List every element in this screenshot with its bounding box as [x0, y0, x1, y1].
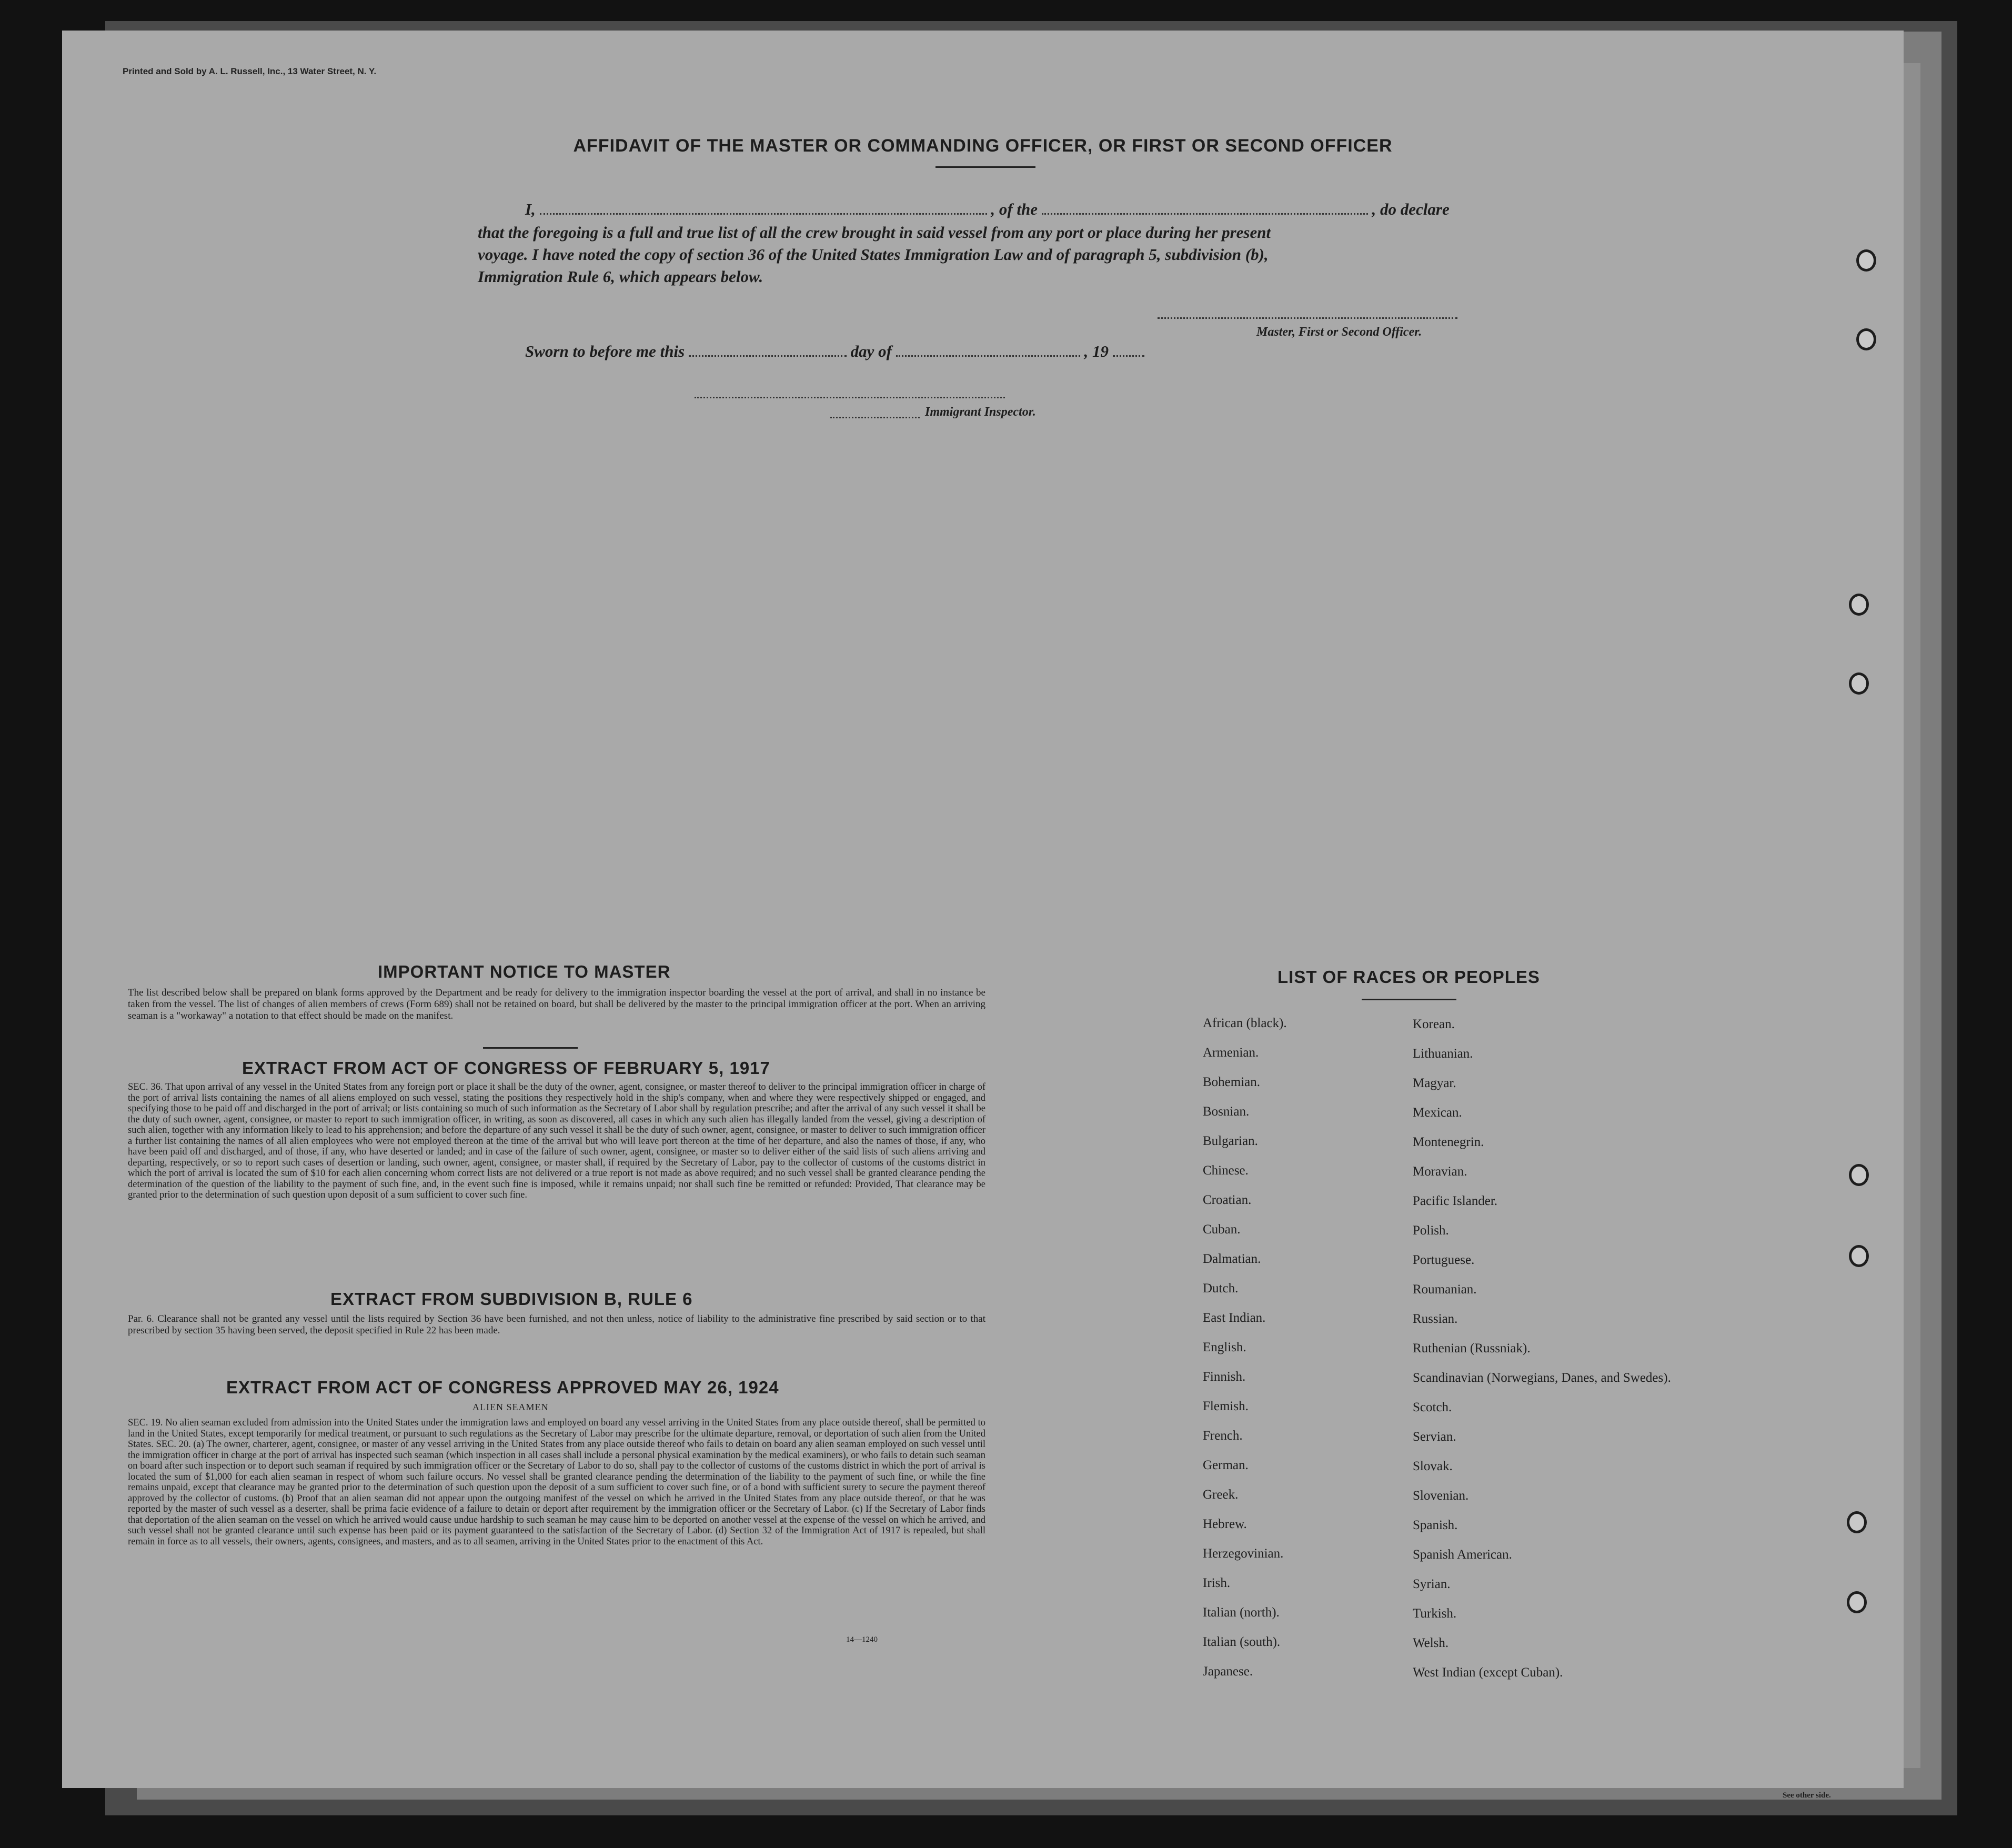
race-item: Russian.	[1413, 1312, 1458, 1326]
race-item: Syrian.	[1413, 1577, 1451, 1591]
race-item: Spanish.	[1413, 1518, 1458, 1532]
race-item: Croatian.	[1203, 1193, 1252, 1207]
title-rule	[935, 166, 1035, 168]
race-item: Roumanian.	[1413, 1282, 1477, 1297]
race-item: Slovak.	[1413, 1459, 1453, 1473]
race-item: Chinese.	[1203, 1163, 1249, 1178]
vessel-blank	[1042, 204, 1368, 215]
race-item: Ruthenian (Russniak).	[1413, 1341, 1531, 1355]
binder-hole	[1847, 1591, 1867, 1613]
inspector-dots	[830, 417, 920, 418]
race-item: Mexican.	[1413, 1106, 1462, 1120]
race-item: Pacific Islander.	[1413, 1194, 1498, 1208]
printer-line: Printed and Sold by A. L. Russell, Inc., 13 Water Street, N. Y.	[123, 66, 377, 76]
extract-rule6-title: EXTRACT FROM SUBDIVISION B, RULE 6	[330, 1289, 693, 1309]
binder-hole	[1849, 672, 1869, 695]
binder-hole	[1849, 1245, 1869, 1267]
race-item: Cuban.	[1203, 1222, 1241, 1237]
extract-1917-title: EXTRACT FROM ACT OF CONGRESS OF FEBRUARY 5, 1917	[242, 1058, 770, 1078]
race-item: Turkish.	[1413, 1606, 1457, 1621]
extract-1917-body: SEC. 36. That upon arrival of any vessel in the United States from any foreign port or place it shall be the duty of the owner, agent, consignee, or master thereof to deliver to the principal immigration officer in charge of the port of arrival lists containing the names of all aliens employed on such vessel, stating the positions they respectively hold in the ship's company, when and where they were respectively shipped or engaged, and specifying those to be paid off and discharged in the port of arrival; or lists containing so much of such information as the Secretary of Labor shall by regulation prescribe; and after the arrival of any such vessel it shall be the duty of such owner, agent, consignee, or master to report to such immigration officer, in writing, as soon as discovered, all cases in which any such alien has illegally landed from the vessel, giving a description of such alien, together with any information likely to lead to his apprehension; and before the departure of any such vessel it shall be the duty of such owner, agent, consignee, or master to deliver to such immigration officer a further list containing the names of all alien employees who were not employed thereon at the time of the arrival but who will leave port thereon at the time of her departure, and also the names of those, if any, who have been paid off and discharged, and of those, if any, who have deserted or landed; and in case of the failure of such owner, agent, consignee, or master so to deliver either of the said lists of such aliens arriving and departing, respectively, or so to report such cases of desertion or landing, such owner, agent, consignee, or master shall, if required by the Secretary of Labor, pay to the collector of customs of the customs district in which the port of arrival is located the sum of $10 for each alien concerning whom correct lists are not delivered or a true report is not made as above required; and no such vessel shall be granted clearance pending the determination of the question of the liability to the payment of such fine, and, in the event such fine is imposed, while it remains unpaid; nor shall such fine be remitted or refunded: Provided, That clearance may be granted prior to the determination of such question upon deposit of a sum sufficient to cover such fine.	[128, 1082, 985, 1200]
binder-hole	[1849, 1164, 1869, 1186]
race-item: German.	[1203, 1458, 1249, 1472]
alien-seamen-subtitle: ALIEN SEAMEN	[472, 1402, 549, 1412]
signature-blank	[1158, 317, 1457, 319]
inspector-label: Immigrant Inspector.	[925, 405, 1036, 419]
sworn-line	[525, 342, 1288, 361]
extract-1924-body: SEC. 19. No alien seaman excluded from admission into the United States under the immigration laws and employed on board any vessel arriving in the United States from any place outside thereof, shall be permitted to land in the United States, except temporarily for medical treatment, or pursuant to such regulations as the Secretary of Labor may prescribe for the ultimate departure, removal, or deportation of such alien from the United States. SEC. 20. (a) The owner, charterer, agent, consignee, or master of any vessel arriving in the United States from any place outside thereof who fails to detain on board any alien seaman employed on such vessel until the immigration officer in charge at the port of arrival has inspected such seaman (which inspection in all cases shall include a personal physical examination by the medical examiners), or who fails to detain such seaman on board after such inspection or to deport such seaman if required by such immigration officer or the Secretary of Labor to do so, shall pay to the collector of customs of the customs district in which the port of arrival is located the sum of $1,000 for each alien seaman in respect of whom such failure occurs. No vessel shall be granted clearance pending the determination of the liability to the payment of such fine, or while the fine remains unpaid, except that clearance may be granted prior to the determination of such question upon the deposit of a sum sufficient to cover such fine, or of a bond with sufficient surety to secure the payment thereof approved by the collector of customs. (b) Proof that an alien seaman did not appear upon the outgoing manifest of the vessel on which he arrived in the United States from any place outside thereof, or that he was reported by the master of such vessel as a deserter, shall be prima facie evidence of a failure to detain or deport after requirement by the immigration officer or the Secretary of Labor. (c) If the Secretary of Labor finds that deportation of the alien seaman on the vessel on which he arrived would cause undue hardship to such seaman he may cause him to be deported on another vessel at the expense of the vessel on which he arrived, and such vessel shall not be granted clearance until such expense has been paid or its payment guaranteed to the satisfaction of the Secretary of Labor. (d) Section 32 of the Immigration Act of 1917 is repealed, but shall remain in force as to all vessels, their owners, agents, consignees, and masters, and as to all seamen, arriving in the United States prior to the enactment of this Act.	[128, 1418, 985, 1547]
declaration-of-the: , of the	[991, 200, 1038, 218]
binder-hole	[1847, 1511, 1867, 1533]
race-item: Scotch.	[1413, 1400, 1452, 1414]
race-item: Greek.	[1203, 1488, 1239, 1502]
declaration-line-1	[525, 200, 1556, 219]
notice-title: IMPORTANT NOTICE TO MASTER	[378, 962, 671, 981]
race-item: Polish.	[1413, 1223, 1449, 1238]
race-item: Korean.	[1413, 1017, 1455, 1031]
year-blank	[1113, 346, 1144, 357]
race-item: Montenegrin.	[1413, 1135, 1484, 1149]
declaration-line-3: voyage. I have noted the copy of section 36 of the United States Immigration Law and of paragraph 5, subdivision (b),	[478, 245, 1269, 264]
extract-1924-title: EXTRACT FROM ACT OF CONGRESS APPROVED MAY 26, 1924	[226, 1378, 779, 1397]
race-item: French.	[1203, 1429, 1243, 1443]
race-item: Servian.	[1413, 1430, 1456, 1444]
race-item: Flemish.	[1203, 1399, 1249, 1413]
races-title: LIST OF RACES OR PEOPLES	[1277, 967, 1540, 987]
race-item: Japanese.	[1203, 1664, 1253, 1679]
notice-body: The list described below shall be prepared on blank forms approved by the Department and be ready for delivery to the immigration inspector boarding the vessel at the port of arrival, and shall in no instance be taken from the vessel. The list of changes of alien members of crews (Form 689) shall not be retained on board, but shall be delivered by the master to the principal immigration officer at the port. When an arriving seaman is a "workaway" a notation to that effect should be made on the manifest.	[128, 987, 985, 1021]
race-item: Armenian.	[1203, 1046, 1259, 1060]
race-item: West Indian (except Cuban).	[1413, 1665, 1563, 1680]
sworn-text: Sworn to before me this	[525, 342, 685, 360]
inspector-signature-blank	[695, 397, 1005, 398]
binder-hole	[1856, 249, 1876, 272]
month-blank	[896, 346, 1080, 357]
race-item: Finnish.	[1203, 1370, 1246, 1384]
race-item: Portuguese.	[1413, 1253, 1475, 1267]
race-item: Dutch.	[1203, 1281, 1239, 1295]
declaration-do-declare: , do declare	[1372, 200, 1450, 218]
race-item: Italian (south).	[1203, 1635, 1281, 1649]
race-item: Irish.	[1203, 1576, 1231, 1590]
races-left-column	[1203, 1016, 1287, 1693]
extract-rule6-body: Par. 6. Clearance shall not be granted any vessel until the lists required by Section 36 have been furnished, and not then unless, notice of liability to the administrative fine prescribed by said section or to that prescribed by section 35 having been served, the deposit specified in Rule 22 has been made.	[128, 1313, 985, 1336]
race-item: Spanish American.	[1413, 1548, 1512, 1562]
day-blank	[689, 346, 847, 357]
races-rule	[1362, 999, 1456, 1000]
declaration-i: I,	[525, 200, 536, 218]
race-item: Hebrew.	[1203, 1517, 1247, 1531]
race-item: Magyar.	[1413, 1076, 1456, 1090]
affidavit-title: AFFIDAVIT OF THE MASTER OR COMMANDING OFFICER, OR FIRST OR SECOND OFFICER	[573, 136, 1393, 156]
race-item: Slovenian.	[1413, 1489, 1469, 1503]
signature-label: Master, First or Second Officer.	[1256, 325, 1422, 339]
race-item: Italian (north).	[1203, 1605, 1280, 1620]
sworn-year: , 19	[1084, 342, 1109, 360]
race-item: Welsh.	[1413, 1636, 1449, 1650]
declaration-line-4: Immigration Rule 6, which appears below.	[478, 267, 763, 286]
races-right-column	[1413, 1017, 1671, 1694]
race-item: Dalmatian.	[1203, 1252, 1261, 1266]
declaration-line-2: that the foregoing is a full and true list of all the crew brought in said vessel from any port or place during her present	[478, 223, 1271, 242]
name-blank	[540, 204, 987, 215]
race-item: Bohemian.	[1203, 1075, 1261, 1089]
binder-hole	[1856, 328, 1876, 350]
footer-note: See other side.	[1783, 1791, 1831, 1800]
race-item: Bulgarian.	[1203, 1134, 1258, 1148]
race-item: English.	[1203, 1340, 1246, 1354]
race-item: Moravian.	[1413, 1164, 1467, 1179]
race-item: Herzegovinian.	[1203, 1546, 1284, 1561]
race-item: East Indian.	[1203, 1311, 1266, 1325]
race-item: African (black).	[1203, 1016, 1287, 1030]
binder-hole	[1849, 594, 1869, 616]
race-item: Lithuanian.	[1413, 1047, 1473, 1061]
document-page	[62, 31, 1904, 1800]
notice-rule	[483, 1047, 578, 1049]
form-number: 14—1240	[846, 1635, 878, 1644]
race-item: Scandinavian (Norwegians, Danes, and Swedes).	[1413, 1371, 1671, 1385]
race-item: Bosnian.	[1203, 1104, 1250, 1119]
sworn-day-of: day of	[850, 342, 892, 360]
